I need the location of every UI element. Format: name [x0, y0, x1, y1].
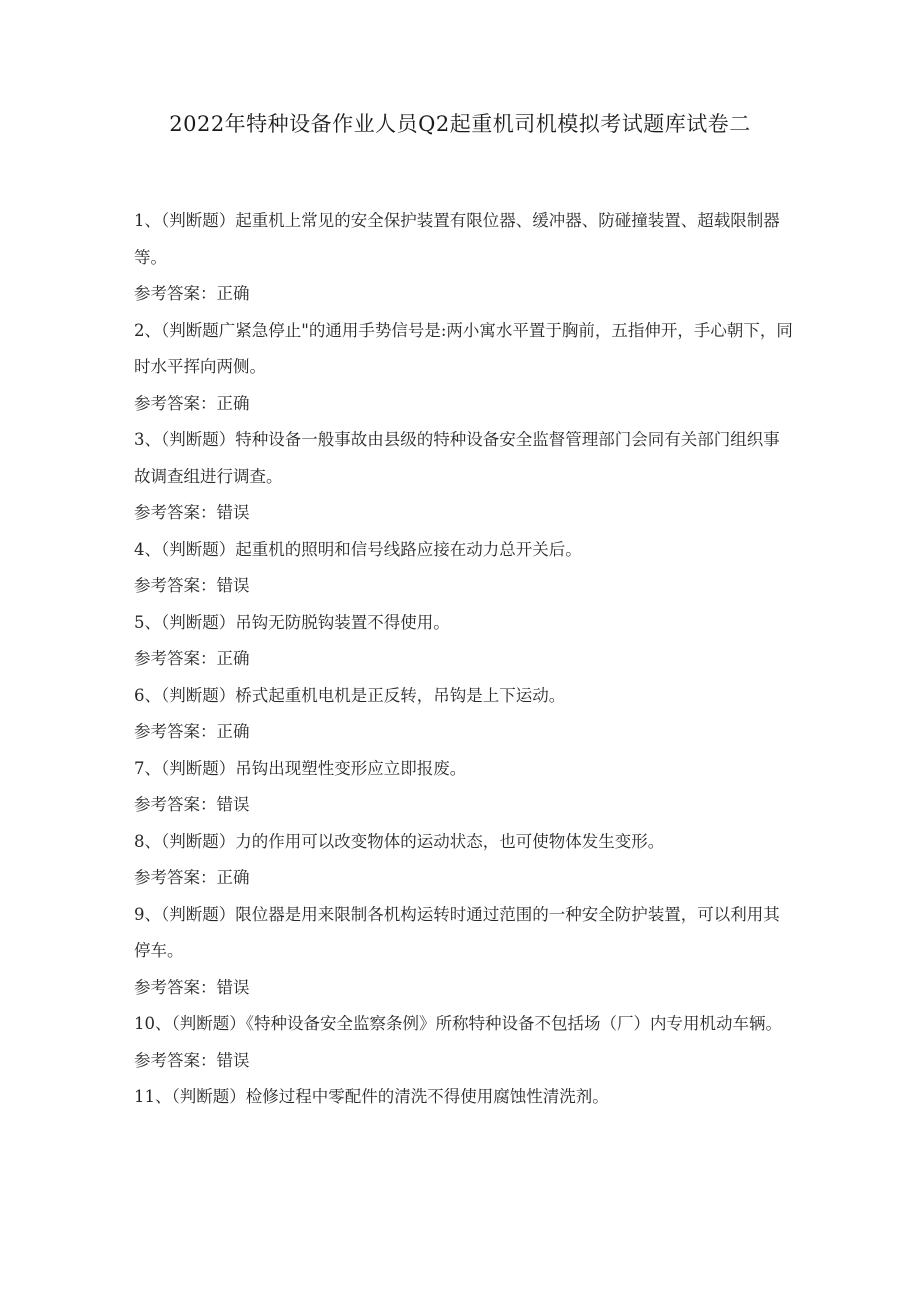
- answer-text: 参考答案：正确: [134, 649, 250, 668]
- answer-text: 参考答案：错误: [134, 576, 250, 595]
- question-text: 7、（判断题）吊钩出现塑性变形应立即报废。: [134, 758, 467, 778]
- answer-text: 参考答案：正确: [134, 722, 250, 741]
- answer-text: 参考答案：错误: [134, 503, 250, 522]
- question-text: 9、（判断题）限位器是用来限制各机构运转时通过范围的一种安全防护装置，可以利用其停车。: [134, 904, 780, 960]
- answer-text: 参考答案：错误: [134, 795, 250, 814]
- document-title: 2022年特种设备作业人员Q2起重机司机模拟考试题库试卷二: [169, 112, 751, 136]
- question-item: [134, 751, 794, 824]
- question-list: [134, 203, 794, 1116]
- question-text: 5、（判断题）吊钩无防脱钩装置不得使用。: [134, 612, 450, 632]
- question-text: 3、（判断题）特种设备一般事故由县级的特种设备安全监督管理部门会同有关部门组织事故调查组进行调查。: [134, 430, 780, 486]
- answer-text: 参考答案：错误: [134, 1050, 250, 1070]
- question-item: [134, 1079, 794, 1116]
- question-item: [134, 422, 794, 532]
- question-text: 10、（判断题）《特种设备安全监察条例》所称特种设备不包括场（厂）内专用机动车辆。: [134, 1014, 782, 1033]
- question-text: 8、（判断题）力的作用可以改变物体的运动状态，也可使物体发生变形。: [134, 831, 665, 851]
- question-text: 2、（判断题广紧急停止"的通用手势信号是:两小寓水平置于胸前，五指伸开，手心朝下，同时水平挥向两侧。: [134, 320, 793, 376]
- question-item: [134, 203, 794, 313]
- answer-text: 参考答案：正确: [134, 393, 250, 413]
- question-item: [134, 678, 794, 751]
- answer-text: 参考答案：错误: [134, 977, 250, 997]
- question-text: 11、（判断题）检修过程中零配件的清洗不得使用腐蚀性清洗剂。: [134, 1087, 609, 1106]
- question-text: 1、（判断题）起重机上常见的安全保护装置有限位器、缓冲器、防碰撞装置、超载限制器等。: [134, 211, 780, 267]
- answer-text: 参考答案：正确: [134, 868, 250, 887]
- question-text: 6、（判断题）桥式起重机电机是正反转，吊钩是上下运动。: [134, 685, 566, 705]
- question-item: [134, 605, 794, 678]
- question-text: 4、（判断题）起重机的照明和信号线路应接在动力总开关后。: [134, 539, 582, 559]
- question-item: [134, 313, 794, 423]
- answer-text: 参考答案：正确: [134, 284, 250, 303]
- question-item: [134, 532, 794, 605]
- question-item: [134, 897, 794, 1007]
- question-item: [134, 824, 794, 897]
- question-item: [134, 1006, 794, 1079]
